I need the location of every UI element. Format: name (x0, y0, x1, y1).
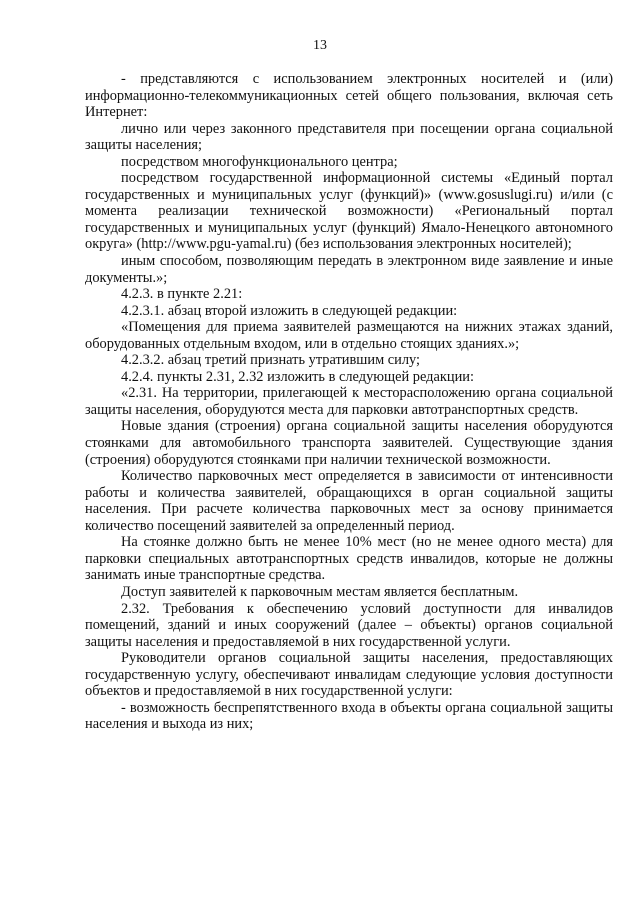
paragraph: «Помещения для приема заявителей размещаются на нижних этажах зданий, оборудованных отдельным входом, или в отдельно стоящих зданиях.»; (85, 319, 613, 352)
paragraph: 4.2.3.1. абзац второй изложить в следующей редакции: (121, 302, 458, 319)
paragraph: - возможность беспрепятственного входа в объекты органа социальной защиты населения и выхода из них; (85, 699, 613, 733)
paragraph: Новые здания (строения) органа социальной защиты населения оборудуются стоянками для автомобильного транспорта заявителей. Существующие здания (строения) оборудуются стоянками при наличии технической возможности. (85, 418, 613, 468)
paragraph: 4.2.3.2. абзац третий признать утратившим силу; (121, 352, 421, 369)
paragraph: 2.32. Требования к обеспечению условий доступности для инвалидов помещений, зданий и иных сооружений (далее – объекты) органов социальной защиты населения и предоставляемой в них государственной услуги. (85, 600, 613, 650)
paragraph: посредством государственной информационной системы «Единый портал государственных и муниципальных услуг (функций)» (www.gosuslugi.ru) и/или (с момента реализации технической возможности) «Региональный портал государственных и муниципальных услуг (функций) Ямало-Ненецкого автономного округа» (http://www.pgu-yamal.ru) (без использования электронных носителей); (85, 170, 613, 253)
page-number: 13 (313, 38, 327, 53)
paragraph: «2.31. На территории, прилегающей к месторасположению органа социальной защиты населения, оборудуются места для парковки автотранспортных средств. (85, 385, 613, 418)
paragraph: Руководители органов социальной защиты населения, предоставляющих государственную услугу, обеспечивают инвалидам следующие условия доступности объектов и предоставляемой в них государственной услуги: (85, 650, 613, 700)
paragraph: посредством многофункционального центра; (121, 153, 398, 170)
paragraph: лично или через законного представителя при посещении органа социальной защиты населения; (85, 120, 613, 154)
paragraph: иным способом, позволяющим передать в электронном виде заявление и иные документы.»; (85, 253, 613, 286)
paragraph: 4.2.4. пункты 2.31, 2.32 изложить в следующей редакции: (121, 368, 474, 385)
paragraph: 4.2.3. в пункте 2.21: (121, 286, 243, 303)
document-body (85, 71, 613, 733)
paragraph: Доступ заявителей к парковочным местам является бесплатным. (121, 583, 519, 600)
paragraph: Количество парковочных мест определяется в зависимости от интенсивности работы и количества заявителей, обращающихся в орган социальной защиты населения. При расчете количества парковочных мест за основу принимается количество посещений заявителей за определенный период. (85, 468, 613, 534)
paragraph: На стоянке должно быть не менее 10% мест (но не менее одного места) для парковки специальных автотранспортных средств инвалидов, которые не должны занимать иные транспортные средства. (85, 534, 613, 584)
paragraph: - представляются с использованием электронных носителей и (или) информационно-телекоммуникационных сетей общего пользования, включая сеть Интернет: (85, 71, 613, 121)
